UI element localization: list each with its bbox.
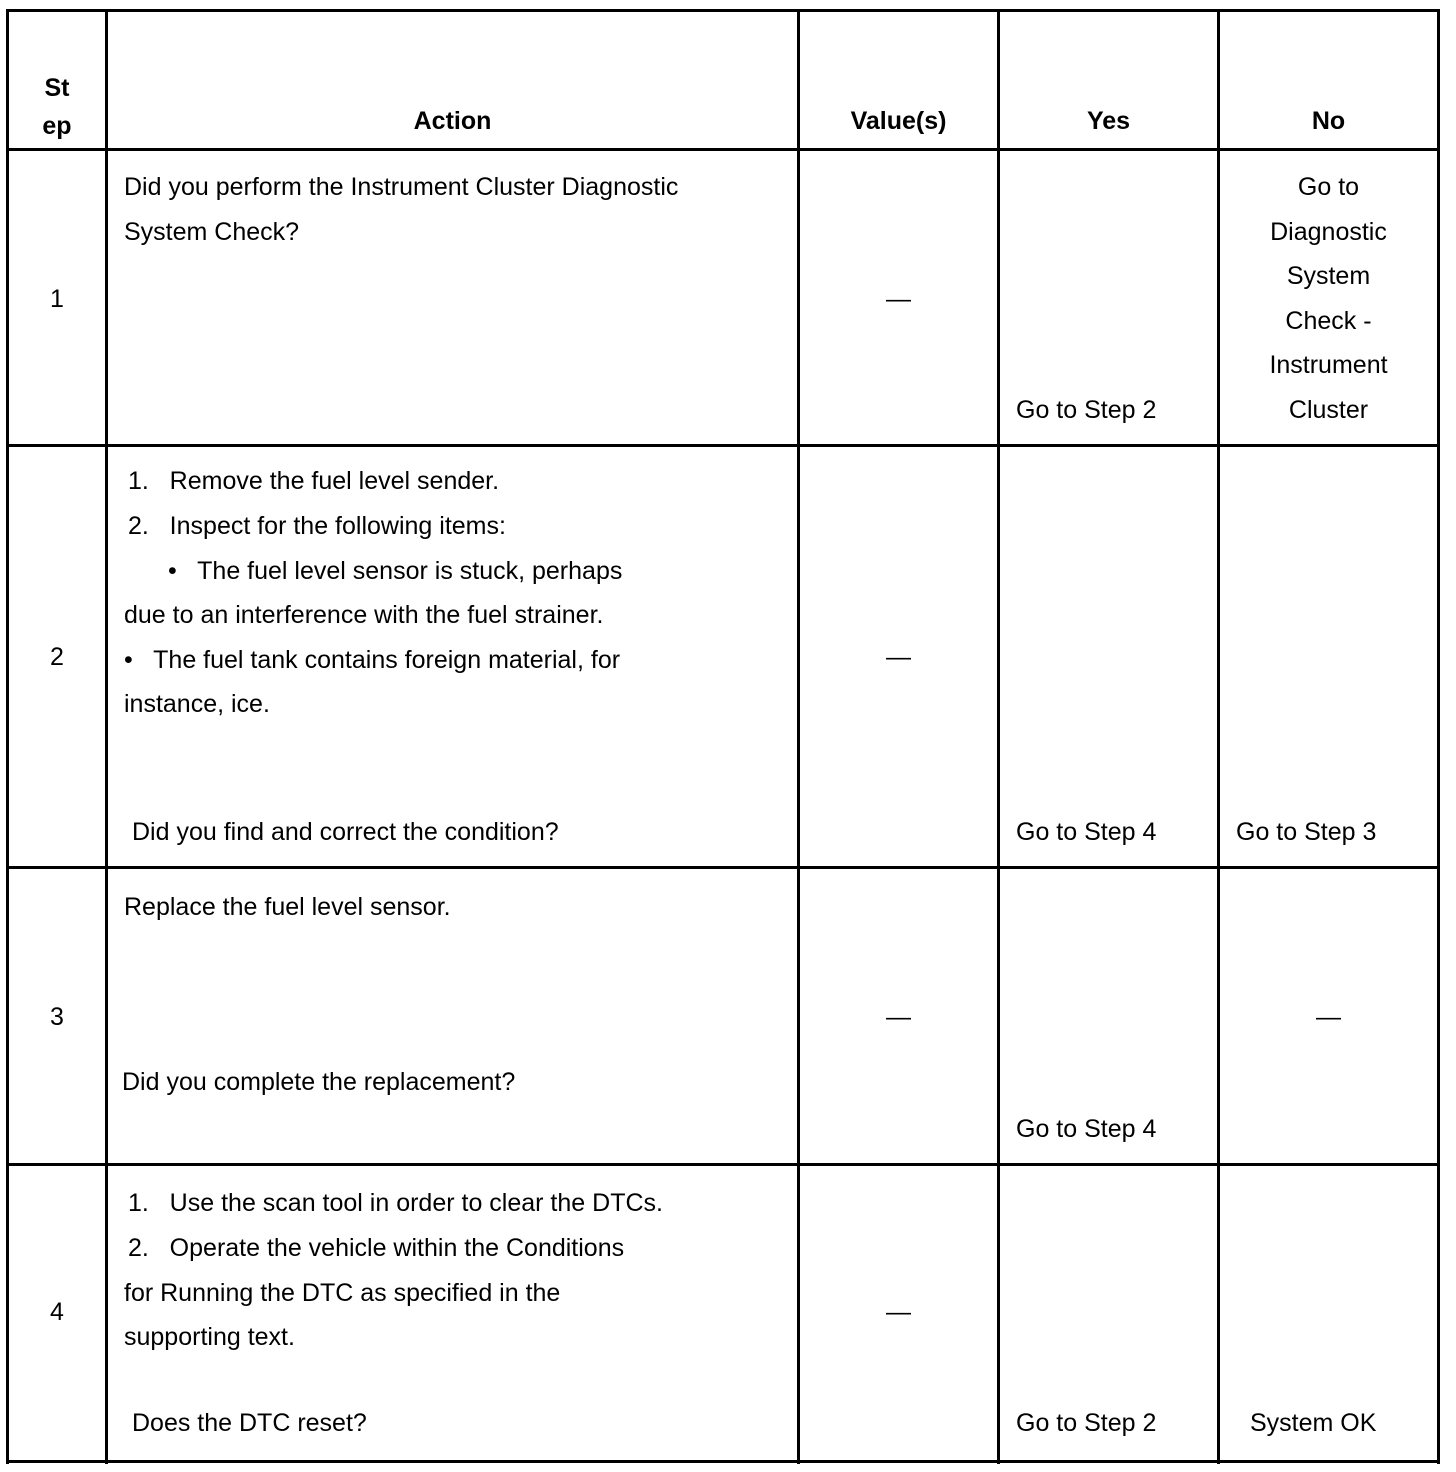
grid-line [797,9,800,1464]
header-step [9,69,105,145]
header-action: Action [413,107,492,135]
no-line: Cluster [1288,395,1369,424]
action-line: instance, ice. [124,690,270,718]
step-number: 1 [50,285,64,313]
no-line: Go to [1297,173,1360,201]
grid-line [6,9,9,1464]
action-line: 2. Operate the vehicle within the Conditions [128,1234,625,1262]
action-line: • The fuel tank contains foreign material, for [124,646,621,674]
value-dash: — [886,285,911,313]
yes-link[interactable]: Go to Step 4 [1016,818,1157,846]
action-line: for Running the DTC as specified in the [124,1279,561,1307]
no-line: System [1286,262,1371,291]
value-dash: — [886,643,911,671]
step-number: 3 [50,1003,64,1031]
grid-line [997,9,1000,1464]
action-line: due to an interference with the fuel strainer. [124,601,604,629]
action-line: 1. Use the scan tool in order to clear the DTCs. [128,1189,663,1217]
header-yes: Yes [1086,107,1131,135]
value-dash: — [886,1298,911,1326]
step-number: 2 [50,643,64,671]
yes-link[interactable]: Go to Step 2 [1016,396,1157,424]
value-dash: — [886,1003,911,1031]
action-line: 1. Remove the fuel level sender. [128,467,500,495]
no-line: Check - [1285,306,1372,335]
action-question: Did you find and correct the condition? [132,818,559,846]
grid-line [6,1460,1440,1463]
grid-line [6,9,1440,12]
action-question: Did you complete the replacement? [122,1068,516,1096]
action-text [124,165,678,254]
grid-line [1437,9,1440,1464]
grid-line [6,444,1440,447]
grid-line [6,866,1440,869]
action-line: Replace the fuel level sensor. [124,893,451,921]
action-line: supporting text. [124,1323,295,1351]
no-link[interactable] [1220,165,1437,433]
yes-link[interactable]: Go to Step 2 [1016,1409,1157,1437]
yes-link[interactable]: Go to Step 4 [1016,1115,1157,1143]
header-no: No [1311,107,1346,135]
header-step-line1: St [44,74,70,102]
no-line: Instrument [1269,351,1388,380]
no-link[interactable]: Go to Step 3 [1236,818,1377,846]
no-line: Diagnostic [1270,217,1387,246]
action-line: System Check? [124,217,300,246]
no-link[interactable]: System OK [1250,1409,1377,1437]
action-line: Did you perform the Instrument Cluster Diagnostic [124,173,679,201]
grid-line [105,9,108,1464]
action-line: 2. Inspect for the following items: [128,512,506,540]
diagnostic-table [6,9,1440,1464]
action-question: Does the DTC reset? [132,1409,367,1437]
grid-line [6,1163,1440,1166]
grid-line [6,148,1440,151]
header-step-line2: ep [42,112,72,140]
header-values: Value(s) [850,107,947,135]
step-number: 4 [50,1298,64,1326]
no-dash: — [1316,1003,1341,1031]
action-line: • The fuel level sensor is stuck, perhaps [168,557,623,585]
